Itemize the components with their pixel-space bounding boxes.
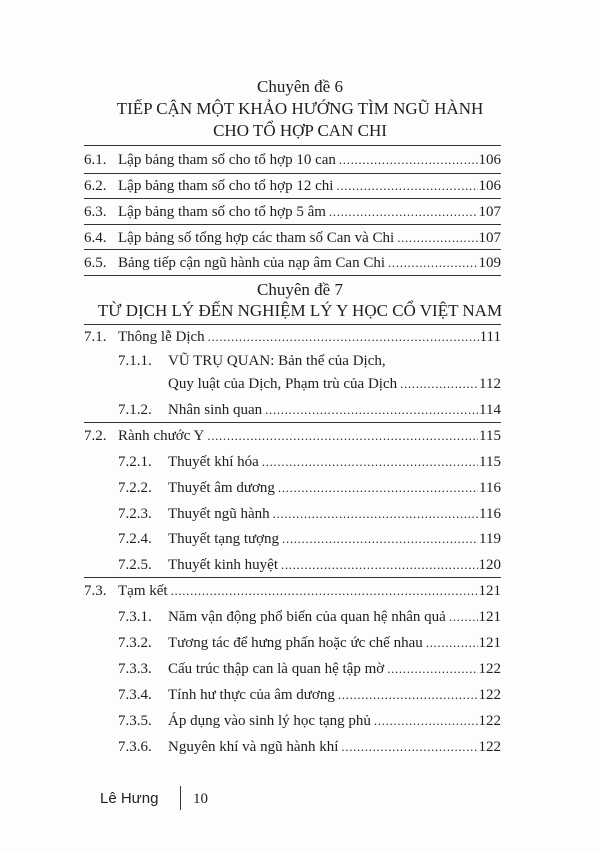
dot-leader — [374, 711, 478, 731]
dot-leader — [338, 685, 478, 705]
entry-page: 121 — [478, 635, 501, 651]
entry-number: 6.5. — [84, 255, 107, 271]
divider — [84, 198, 501, 199]
dot-leader — [341, 737, 477, 757]
toc-entry-7-3-6[interactable] — [118, 737, 501, 757]
entry-page: 122 — [478, 739, 501, 755]
entry-title: Nhân sinh quan — [168, 402, 263, 418]
toc-entry-7-2-1[interactable] — [118, 452, 501, 472]
entry-title: Cấu trúc thập can là quan hệ tập mờ — [168, 661, 385, 677]
entry-page: 115 — [479, 454, 501, 470]
entry-title: Thuyết âm dương — [168, 480, 275, 496]
divider — [84, 275, 501, 276]
entry-title: Thuyết ngũ hành — [168, 506, 270, 522]
divider — [84, 249, 501, 250]
dot-leader — [171, 581, 478, 601]
toc-entry-7-3-3[interactable] — [118, 659, 501, 679]
entry-number: 7.1. — [84, 329, 107, 345]
chapter6-heading: Chuyên đề 6 — [257, 77, 343, 96]
entry-number: 7.1.2. — [118, 402, 152, 418]
entry-title: Nguyên khí và ngũ hành khí — [168, 739, 339, 755]
chapter6-title-line1: TIẾP CẬN MỘT KHẢO HƯỚNG TÌM NGŨ HÀNH — [116, 99, 484, 118]
entry-page: 106 — [478, 178, 501, 194]
entry-number: 6.4. — [84, 230, 107, 246]
toc-entry-7-1-1[interactable] — [168, 374, 501, 394]
dot-leader — [273, 504, 478, 524]
toc-entry-6-4[interactable] — [84, 228, 501, 248]
dot-leader — [208, 327, 479, 347]
entry-number: 7.1.1. — [118, 353, 152, 369]
entry-title: Tạm kết — [118, 583, 168, 599]
entry-title: Tương tác để hưng phấn hoặc ức chế nhau — [168, 635, 423, 651]
toc-entry-7-2[interactable] — [84, 426, 501, 446]
entry-page: 122 — [478, 687, 501, 703]
dot-leader — [426, 633, 478, 653]
dot-leader — [262, 452, 478, 472]
chapter7-heading: Chuyên đề 7 — [257, 280, 343, 299]
dot-leader — [400, 374, 478, 394]
entry-page: 120 — [478, 557, 501, 573]
entry-title: Thuyết kinh huyệt — [168, 557, 278, 573]
entry-number: 7.3.4. — [118, 687, 152, 703]
toc-entry-7-1[interactable] — [84, 327, 501, 347]
entry-page: 115 — [479, 428, 501, 444]
entry-page: 116 — [479, 506, 501, 522]
entry-title: Bảng tiếp cận ngũ hành của nạp âm Can Chi — [118, 255, 386, 271]
entry-number: 7.2.2. — [118, 480, 152, 496]
dot-leader — [207, 426, 478, 446]
toc-entry-7-2-3[interactable] — [118, 504, 501, 524]
dot-leader — [388, 253, 477, 273]
entry-number: 7.2.3. — [118, 506, 152, 522]
dot-leader — [339, 150, 478, 170]
entry-number: 6.2. — [84, 178, 107, 194]
chapter7-title-line1: TỪ DỊCH LÝ ĐẾN NGHIỆM LÝ Y HỌC CỔ VIỆT NAM — [97, 301, 503, 320]
entry-title: Quy luật của Dịch, Phạm trù của Dịch — [168, 376, 398, 392]
entry-number: 6.3. — [84, 204, 107, 220]
entry-title: Áp dụng vào sinh lý học tạng phủ — [168, 713, 371, 729]
entry-page: 116 — [479, 480, 501, 496]
divider — [84, 577, 501, 578]
divider — [84, 173, 501, 174]
entry-page: 111 — [479, 329, 501, 345]
chapter6-title-line2: CHO TỔ HỢP CAN CHI — [213, 121, 387, 140]
divider — [84, 324, 501, 325]
entry-title: Thuyết khí hóa — [168, 454, 259, 470]
dot-leader — [387, 659, 477, 679]
entry-title: Lập bảng tham số cho tổ hợp 12 chi — [118, 178, 334, 194]
entry-title: Rành chước Y — [118, 428, 205, 444]
toc-entry-7-2-5[interactable] — [118, 555, 501, 575]
entry-number: 7.3.5. — [118, 713, 152, 729]
entry-number: 7.2.1. — [118, 454, 152, 470]
entry-page: 114 — [479, 402, 501, 418]
divider — [84, 422, 501, 423]
toc-entry-7-2-2[interactable] — [118, 478, 501, 498]
toc-entry-7-3[interactable] — [84, 581, 501, 601]
toc-entry-7-2-4[interactable] — [118, 529, 501, 549]
footer-divider — [180, 786, 181, 810]
entry-page: 122 — [478, 661, 501, 677]
toc-entry-6-3[interactable] — [84, 202, 501, 222]
toc-entry-6-1[interactable] — [84, 150, 501, 170]
entry-page: 107 — [478, 230, 501, 246]
footer-author: Lê Hưng — [100, 790, 159, 807]
entry-number: 7.2.4. — [118, 531, 152, 547]
dot-leader — [281, 555, 478, 575]
entry-number: 6.1. — [84, 152, 107, 168]
entry-number: 7.3.1. — [118, 609, 152, 625]
entry-page: 121 — [478, 583, 501, 599]
dot-leader — [278, 478, 478, 498]
entry-page: 119 — [479, 531, 501, 547]
toc-entry-7-3-1[interactable] — [118, 607, 501, 627]
divider — [84, 224, 501, 225]
toc-entry-7-3-2[interactable] — [118, 633, 501, 653]
entry-number: 7.3. — [84, 583, 107, 599]
entry-title: Lập bảng số tổng hợp các tham số Can và Chi — [118, 230, 395, 246]
toc-entry-7-3-5[interactable] — [118, 711, 501, 731]
toc-entry-7-1-2[interactable] — [118, 400, 501, 420]
toc-entry-6-2[interactable] — [84, 176, 501, 196]
divider — [84, 145, 501, 146]
dot-leader — [265, 400, 478, 420]
entry-number: 7.3.6. — [118, 739, 152, 755]
dot-leader — [449, 607, 478, 627]
entry-page: 107 — [478, 204, 501, 220]
entry-number: 7.3.3. — [118, 661, 152, 677]
entry-title: Năm vận động phổ biến của quan hệ nhân quả — [168, 609, 446, 625]
dot-leader — [397, 228, 477, 248]
entry-title: VŨ TRỤ QUAN: Bản thể của Dịch, — [168, 353, 386, 369]
dot-leader — [336, 176, 477, 196]
entry-title: Lập bảng tham số cho tổ hợp 10 can — [118, 152, 336, 168]
dot-leader — [282, 529, 478, 549]
toc-entry-6-5[interactable] — [84, 253, 501, 273]
entry-number: 7.2.5. — [118, 557, 152, 573]
entry-title: Tính hư thực của âm dương — [168, 687, 335, 703]
entry-page: 109 — [478, 255, 501, 271]
entry-title: Thuyết tạng tượng — [168, 531, 280, 547]
entry-page: 121 — [478, 609, 501, 625]
entry-title: Lập bảng tham số cho tổ hợp 5 âm — [118, 204, 326, 220]
entry-title: Thông lễ Dịch — [118, 329, 205, 345]
entry-number: 7.2. — [84, 428, 107, 444]
dot-leader — [329, 202, 478, 222]
toc-entry-7-1-1-first-line[interactable] — [118, 351, 386, 371]
toc-entry-7-3-4[interactable] — [118, 685, 501, 705]
entry-page: 106 — [478, 152, 501, 168]
page-number: 10 — [193, 791, 208, 807]
entry-page: 112 — [479, 376, 501, 392]
entry-number: 7.3.2. — [118, 635, 152, 651]
entry-page: 122 — [478, 713, 501, 729]
